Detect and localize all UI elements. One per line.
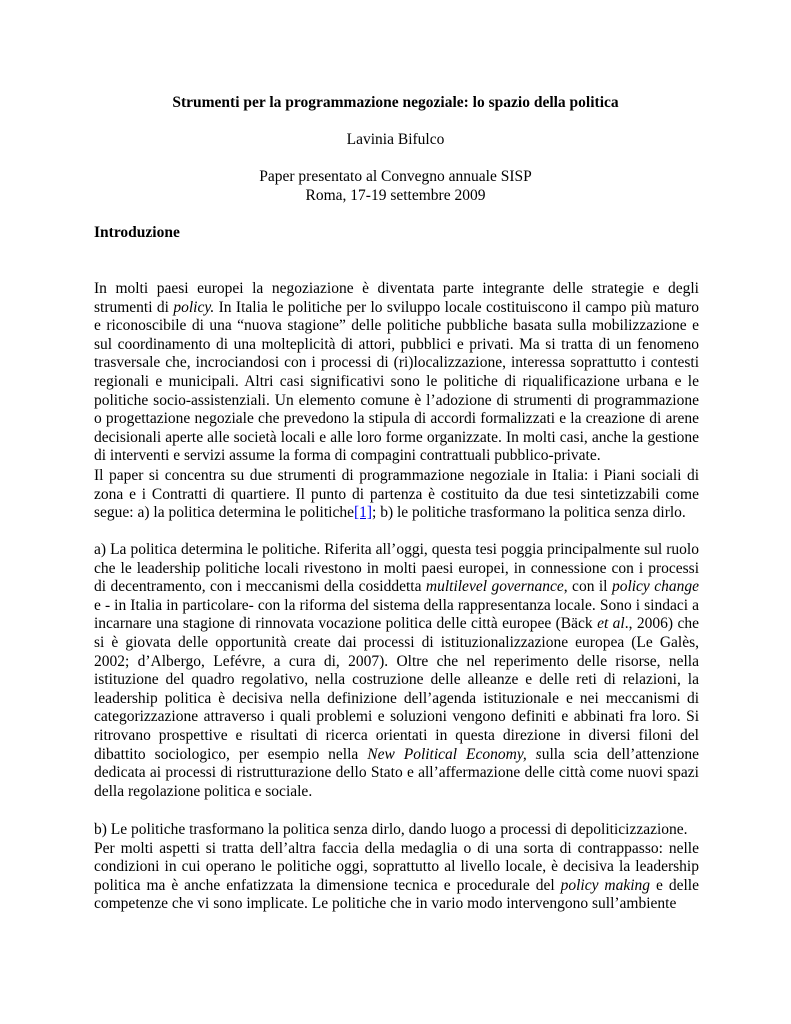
paragraph-3 [94,541,699,801]
paragraph-3-italic-1: multilevel governance [425,578,564,596]
paper-title: Strumenti per la programmazione negoziale: lo spazio della politica [172,94,619,111]
section-heading: Introduzione [94,224,180,241]
author-name: Lavinia Bifulco [346,131,445,148]
paragraph-1-text-b: In Italia le politiche per lo sviluppo locale costituiscono il campo più maturo e riconoscibile di una “nuova stagione” delle politiche pubbliche basata sulla mobilizzazione e sul coordinamento di una molteplicità di attori, pubblici e privati. Ma si tratta di un fenomeno trasversale che, incrociandosi con i processi di (ri)localizzazione, interessa soprattutto i contesti regionali e municipali. Altri casi significativi sono le politiche di riqualificazione urbana e le politiche socio-assistenziali. Un elemento comune è l’adozione di strumenti di programmazione o progettazione negoziale che prevedono la stipula di accordi formalizzati e la creazione di arene decisionali aperte alle società locali e alle loro forme organizzate. In molti casi, anche la gestione di interventi e servizi assume la forma di compagini contrattuali pubblico-private. [94,298,699,465]
paragraph-1-italic: policy. [173,298,215,316]
paragraph-4-text-c: e delle competenze che vi sono implicate. Le politiche che in vario modo intervengono sull’ambiente [94,876,699,913]
paragraph-2-text-b: ; b) le politiche trasformano la politica senza dirlo. [372,504,686,522]
paragraph-3-text-c: e - in Italia in particolare- con la riforma del sistema della rappresentanza locale. Sono i sindaci a incarnare una stagione di rinnovata vocazione politica delle città europee (Bäck [94,596,699,633]
paragraph-2-text-a: Il paper si concentra su due strumenti di programmazione negoziale in Italia: i Piani sociali di zona e i Contratti di quartiere. Il punto di partenza è costituito da due tesi sintetizzabili come segue: a) la politica determina le politiche [94,467,699,522]
paragraph-4-lead-line: b) Le politiche trasformano la politica senza dirlo, dando luogo a processi di depoliticizzazione. [94,821,688,838]
paragraph-2 [94,467,699,523]
conference-line: Paper presentato al Convegno annuale SISP [259,168,532,185]
paragraph-3-text-e: ulla scia dell’attenzione dedicata ai processi di ristrutturazione dello Stato e all’affermazione delle città come nuovi spazi della regolazione politica e sociale. [94,745,699,800]
paragraph-4 [94,821,699,914]
paragraph-3-italic-2: policy change [611,578,700,596]
paragraph-4-italic: policy making [560,876,651,894]
paragraph-3-italic-3: et al [597,615,625,633]
paragraph-3-text-b: , con il [563,578,612,596]
paragraph-4-text-b: Per molti aspetti si tratta dell’altra faccia della medaglia o di una sorta di contrappasso: nelle condizioni in cui operano le politiche oggi, soprattutto al livello locale, è decisiva la leadership politica ma è anche enfatizzata la dimensione tecnica e procedurale del [94,839,699,894]
conference-date-line: Roma, 17-19 settembre 2009 [305,186,486,204]
paragraph-3-text-a: a) La politica determina le politiche. Riferita all’oggi, questa tesi poggia principalmente sul ruolo che le leadership politiche locali rivestono in molti paesi europei, in connessione con i processi di decentramento, con i meccanismi della cosiddetta [94,541,699,596]
paragraph-1 [94,280,699,466]
footnote-link[interactable]: [1] [353,504,373,522]
paragraph-3-italic-4: New Political Economy, s [367,745,542,763]
paragraph-1-text-a: In molti paesi europei la negoziazione è diventata parte integrante delle strategie e degli strumenti di [94,280,699,316]
paragraph-3-text-d: ., 2006) che si è giovata delle opportunità create dai processi di istituzionalizzazione europea (Le Galès, 2002; d’Albergo, Lefévre, a cura di, 2007). Oltre che nel reperimento delle risorse, nella istituzione del quadro regolativo, nella costruzione delle alleanze e delle reti di relazioni, la leadership politica è decisiva nella definizione dell’agenda istituzionale e nei meccanismi di categorizzazione attraverso i quali problemi e soluzioni vengono definiti e abbinati fra loro. Si ritrovano prospettive e risultati di ricerca orientati in questa direzione in diversi filoni del dibattito sociologico, per esempio nella [94,615,699,763]
